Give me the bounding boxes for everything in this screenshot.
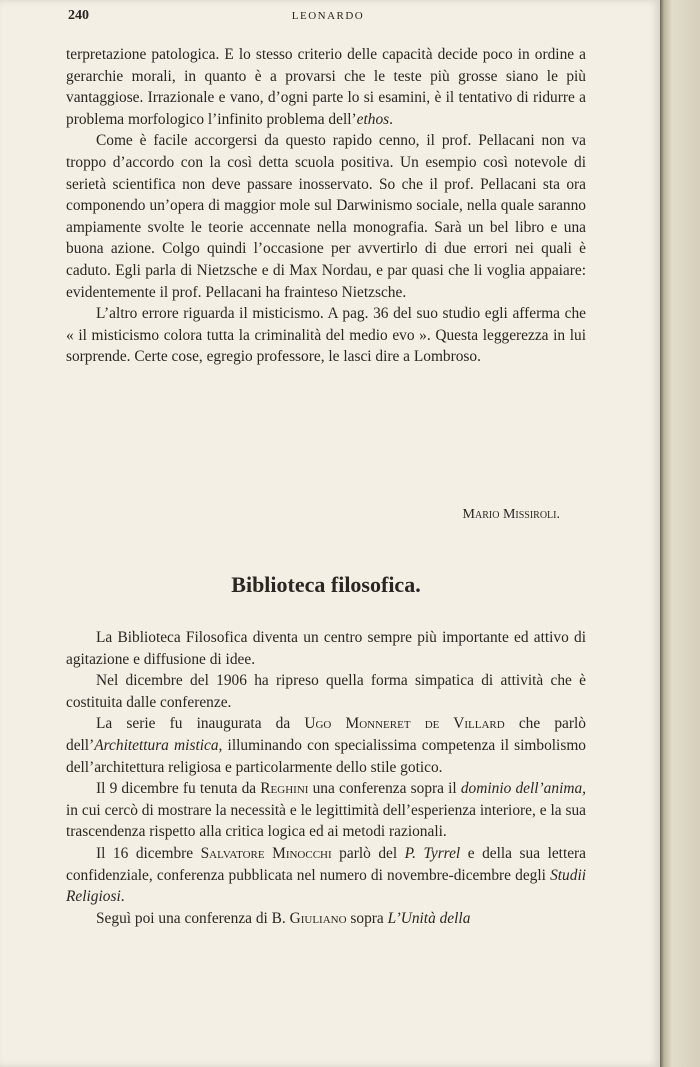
section-body (66, 627, 586, 929)
running-head: LEONARDO (291, 10, 365, 22)
paragraph: Il 16 dicembre Salvatore Minocchi parlò del P. Tyrrel e della sua lettera confidenziale, conferenza pubblicata nel numero di novembre-dicembre degli Studii Religiosi. (66, 844, 587, 906)
speaker-name: Giuliano (289, 909, 347, 927)
speaker-name: Ugo Monneret de Villard (304, 715, 505, 733)
italic-term: ethos (356, 110, 390, 128)
lecture-title: L’Unità della (387, 909, 471, 927)
article-continuation (66, 44, 586, 368)
lecture-title: P. Tyrrel (404, 844, 461, 862)
paragraph: Come è facile accorgersi da questo rapido cenno, il prof. Pellacani non va troppo d’accordo con la così detta scuola positiva. Un esempio così notevole di serietà scientifica non deve passare inosservato. So che il prof. Pellacani sta ora componendo un’opera di maggior mole sul Darwinismo sociale, nella quale saranno ampiamente svolte le teorie accennate nella monografia. Sarà un bel libro e una buona azione. Colgo quindi l’occasione per avvertirlo di due errori nei quali è caduto. Egli parla di Nietzsche e di Max Nordau, e par quasi che li voglia appaiare: evidentemente il prof. Pellacani ha frainteso Nietzsche. (66, 132, 586, 301)
paragraph: La Biblioteca Filosofica diventa un centro sempre più importante ed attivo di agitazione e diffusione di idee. (66, 629, 586, 668)
page-number: 240 (68, 8, 89, 23)
paragraph: Nel dicembre del 1906 ha ripreso quella forma simpatica di attività che è costituita dalle conferenze. (66, 672, 586, 711)
journal-title: Studii Religiosi (66, 866, 586, 906)
page-header (68, 8, 588, 30)
paragraph: Il 9 dicembre fu tenuta da Reghini una conferenza sopra il dominio dell’anima, in cui cercò di mostrare la necessità e le legittimità dell’esperienza interiore, e la sua trascendenza rispetto alla critica logica ed ai metodi razionali. (66, 780, 586, 841)
paragraph: L’altro errore riguarda il misticismo. A pag. 36 del suo studio egli afferma che « il misticismo colora tutta la criminalità del medio evo ». Questa leggerezza in lui sorprende. Certe cose, egregio professore, le lasci dire a Lombroso. (66, 305, 586, 366)
paragraph: terpretazione patologica. E lo stesso criterio delle capacità decide poco in ordine a gerarchie morali, in quanto è a provarsi che le teste più grosse siano le più vantaggiose. Irrazionale e vano, d’ogni parte lo si esamini, è il tentativo di ridurre a problema morfologico l’infinito problema dell’ethos. (66, 46, 586, 128)
paragraph: La serie fu inaugurata da Ugo Monneret de Villard che parlò dell’Architettura mistica, illuminando con specialissima competenza il simbolismo dell’architettura religiosa e particolarmente dello stile gotico. (66, 715, 586, 776)
lecture-title: Architettura mistica, (94, 736, 223, 754)
lecture-title: dominio dell’anima, (460, 780, 586, 798)
section-title: Biblioteca filosofica. (231, 572, 421, 597)
book-gutter-edge (660, 0, 700, 1067)
speaker-name: Reghini (260, 780, 309, 798)
speaker-name: Salvatore Minocchi (200, 844, 332, 862)
paragraph: Seguì poi una conferenza di B. Giuliano sopra L’Unità della (96, 909, 471, 927)
author-signature: Mario Missiroli. (462, 507, 560, 522)
